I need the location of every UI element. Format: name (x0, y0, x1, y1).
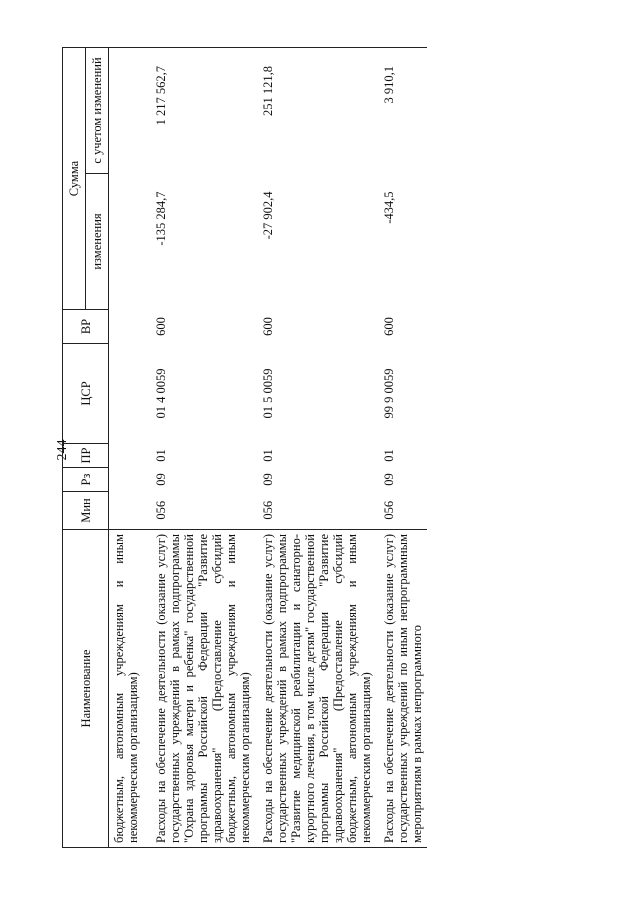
row-name-continuation: бюджетным, автономным учреждениям и иным некоммерческим организациям) (109, 530, 149, 848)
budget-table (62, 47, 427, 848)
header-changes: изменения (86, 174, 109, 310)
row-name: Расходы на обеспечение деятельности (оказание услуг) государственных учреждений в рамках подпрограммы "Охрана здоровья матери и ребенка" государственной программы Российской Федерации "Развитие здравоохранения" (Предоставление субсидий бюджетным, автономным учреждениям и иным некоммерческим организациям) (148, 530, 255, 848)
row-rz: 09 (382, 473, 396, 486)
row-csr: 01 5 0059 (261, 368, 275, 419)
row-csr: 99 9 0059 (382, 368, 396, 419)
table-row (376, 48, 427, 848)
row-rz: 09 (261, 473, 275, 486)
table-row (255, 48, 376, 848)
header-rz: Рз (63, 468, 109, 492)
row-min: 056 (382, 500, 396, 520)
row-vr: 600 (261, 317, 275, 336)
header-pr: ПР (63, 444, 109, 468)
row-total: 251 121,8 (255, 48, 376, 174)
row-vr: 600 (154, 317, 168, 336)
row-min: 056 (154, 500, 168, 520)
header-csr: ЦСР (63, 344, 109, 444)
row-changes: -434,5 (382, 191, 396, 224)
row-changes: -27 902,4 (261, 191, 275, 240)
row-pr: 01 (154, 449, 168, 462)
row-vr: 600 (382, 317, 396, 336)
row-total: 1 217 562,7 (148, 48, 255, 174)
row-name: Расходы на обеспечение деятельности (оказание услуг) государственных учреждений в рамках подпрограммы "Развитие медицинской реабилитации и санаторно-курортного лечения, в том числе детям" государственной программы Российской Федерации "Развитие здравоохранения" (Предоставление субсидий бюджетным, автономным учреждениям и иным некоммерческим организациям) (255, 530, 376, 848)
header-with-changes: с учетом изменений (86, 48, 109, 174)
row-min: 056 (261, 500, 275, 520)
header-vr: ВР (63, 310, 109, 344)
header-min: Мин (63, 492, 109, 530)
row-rz: 09 (154, 473, 168, 486)
table-row-continuation (109, 48, 149, 848)
row-name: Расходы на обеспечение деятельности (оказание услуг) государственных учреждений по иным непрограммным мероприятиям в рамках непрограммного (376, 530, 427, 848)
table-header (63, 48, 109, 848)
page-number: 244 (55, 439, 70, 461)
rotated-page-content (62, 48, 550, 848)
header-name: Наименование (63, 530, 109, 848)
row-csr: 01 4 0059 (154, 368, 168, 419)
row-changes: -135 284,7 (154, 191, 168, 246)
table-row (148, 48, 255, 848)
row-pr: 01 (261, 449, 275, 462)
row-total: 3 910,1 (376, 48, 427, 174)
row-pr: 01 (382, 449, 396, 462)
header-sum: Сумма (63, 48, 86, 310)
